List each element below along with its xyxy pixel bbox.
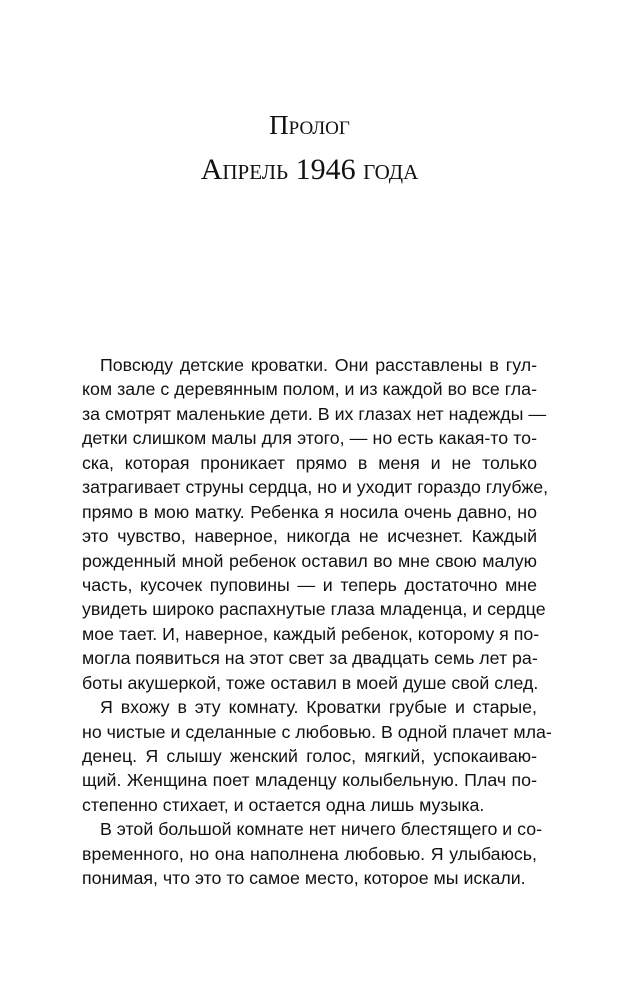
text-line: боты акушеркой, тоже оставил в моей душе свой след. — [82, 672, 539, 693]
text-line: временного, но она наполнена любовью. Я улыбаюсь, — [82, 843, 537, 864]
text-line: затрагивает струны сердца, но и уходит гораздо глубже, — [82, 477, 549, 498]
text-line: за смотрят маленькие дети. В их глазах нет надежды — — [82, 403, 547, 424]
paragraph-2 — [82, 695, 552, 817]
text-line: В этой большой комнате нет ничего блестящего и со- — [100, 819, 543, 840]
text-line: Повсюду детские кроватки. Они расставлены в гул- — [100, 355, 537, 375]
text-line: могла появиться на этот свет за двадцать семь лет ра- — [82, 648, 538, 669]
text-line: увидеть широко распахнутые глаза младенца, и сердце — [82, 599, 546, 620]
body-text — [82, 353, 552, 891]
text-line: денец. Я слышу женский голос, мягкий, успокаиваю- — [82, 746, 537, 766]
text-line: степенно стихает, и остается одна лишь музыка. — [82, 794, 485, 815]
paragraph-1 — [82, 353, 549, 695]
text-line: часть, кусочек пуповины — и теперь достаточно мне — [82, 574, 537, 595]
text-line: рожденный мной ребенок оставил во мне свою малую — [82, 550, 537, 571]
text-line: ска, которая проникает прямо в меня и не только — [82, 452, 537, 473]
chapter-title: Пролог — [269, 110, 350, 140]
text-line: понимая, что это то самое место, которое мы искали. — [82, 868, 526, 889]
text-line: это чувство, наверное, никогда не исчезнет. Каждый — [82, 526, 537, 547]
text-line: Я вхожу в эту комнату. Кроватки грубые и старые, — [100, 697, 537, 718]
chapter-subtitle: Апрель 1946 года — [200, 153, 419, 186]
text-line: щий. Женщина поет младенцу колыбельную. Плач по- — [82, 770, 537, 791]
text-line: мое тает. И, наверное, каждый ребенок, которому я по- — [82, 623, 540, 644]
text-line: но чистые и сделанные с любовью. В одной плачет мла- — [82, 721, 552, 742]
text-line: детки слишком малы для этого, — но есть какая-то то- — [82, 428, 537, 449]
text-line: ком зале с деревянным полом, и из каждой во все гла- — [82, 379, 537, 400]
paragraph-3 — [82, 817, 543, 890]
text-line: прямо в мою матку. Ребенка я носила очень давно, но — [82, 501, 537, 522]
